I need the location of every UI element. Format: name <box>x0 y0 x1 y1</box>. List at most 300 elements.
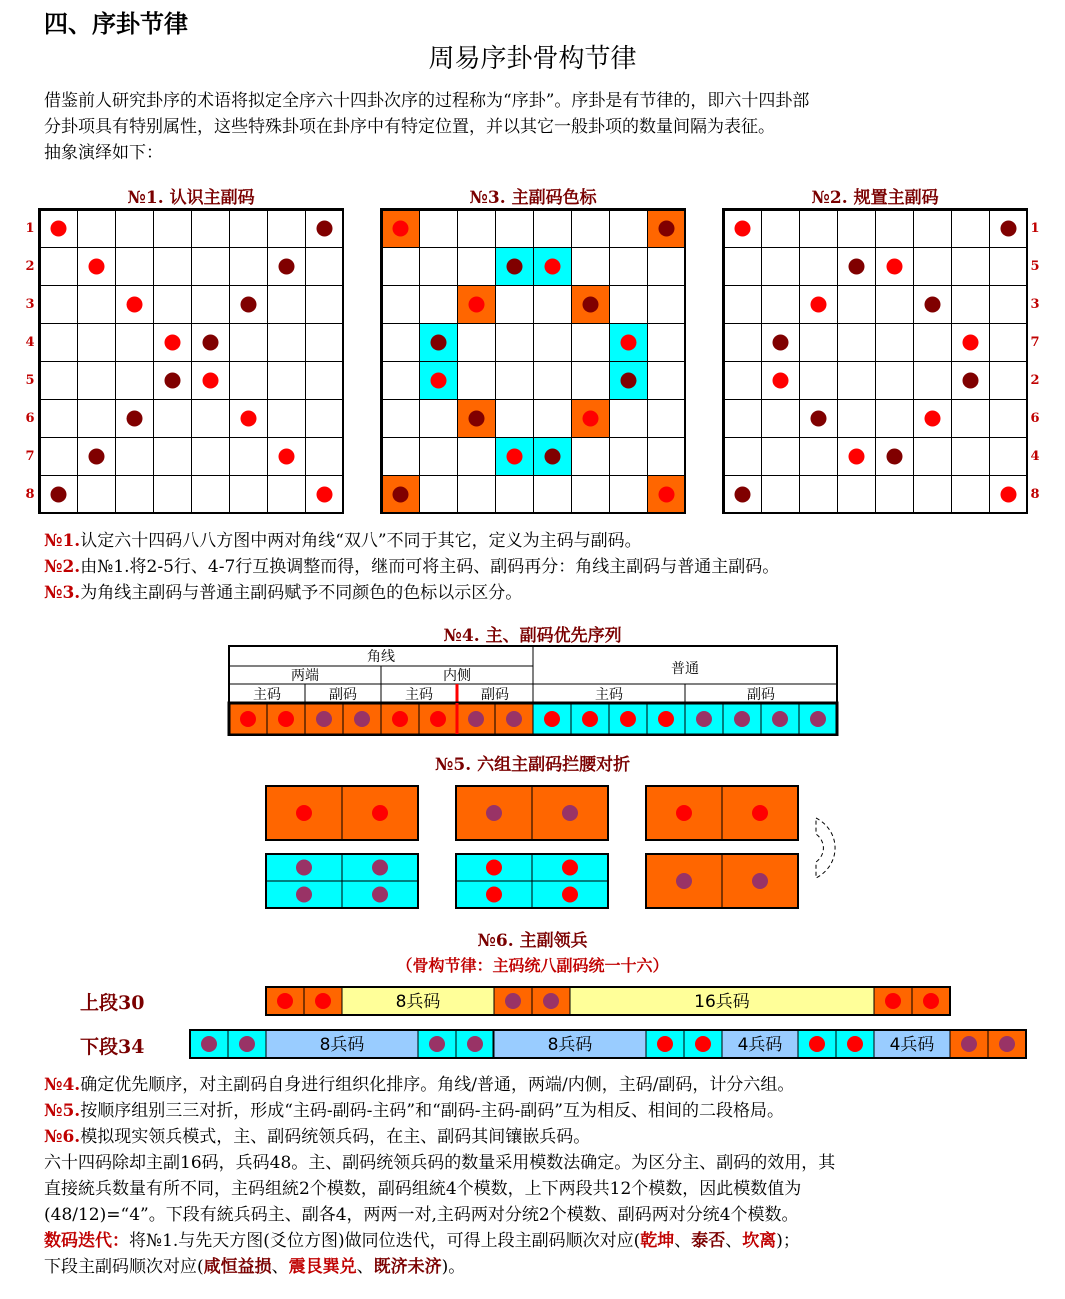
grid-cell <box>800 324 838 362</box>
code-dot <box>885 993 901 1009</box>
primary-code-dot <box>203 373 219 389</box>
row-label: 3 <box>1030 296 1040 312</box>
secondary-code-dot <box>317 221 333 237</box>
grid-cell <box>610 476 648 514</box>
grid-cell <box>876 362 914 400</box>
grid-cell <box>192 248 230 286</box>
grid-cell <box>116 210 154 248</box>
fold-dot <box>486 805 502 821</box>
secondary-code-dot <box>925 297 941 313</box>
fold-dot <box>372 860 388 876</box>
grid-cell <box>724 362 762 400</box>
grid-cell <box>230 210 268 248</box>
grid-cell <box>648 324 686 362</box>
grid-cell <box>990 362 1028 400</box>
grid-cell <box>838 400 876 438</box>
note-line: №3.为角线主副码与普通主副码赋予不同颜色的色标以示区分。 <box>44 583 523 603</box>
grid-cell <box>116 324 154 362</box>
grid-cell <box>838 286 876 324</box>
fold5-title: №5. 六组主副码拦腰对折 <box>434 755 631 775</box>
code-dot <box>467 1036 483 1052</box>
grid-cell <box>154 438 192 476</box>
row-label: 5 <box>25 372 35 388</box>
note-line: (48/12)=“4”。下段有統兵码主、副各4，两两一对,主码两对分统2个模数、副码两对分统4个模数。 <box>44 1205 799 1225</box>
grid-cell <box>78 324 116 362</box>
grid-cell <box>990 286 1028 324</box>
sequence-dot <box>316 711 332 727</box>
primary-code-dot <box>659 487 675 503</box>
secondary-code-dot <box>469 411 485 427</box>
header-primary: 主码 <box>405 687 433 703</box>
primary-code-dot <box>887 259 903 275</box>
code-dot <box>847 1036 863 1052</box>
soldier-count: 4兵码 <box>737 1035 783 1055</box>
grid-cell <box>838 362 876 400</box>
grid-cell <box>534 400 572 438</box>
grid-cell <box>306 324 344 362</box>
secondary-code-dot <box>1001 221 1017 237</box>
grid-cell <box>496 362 534 400</box>
grid-cell <box>382 286 420 324</box>
grid-cell <box>762 248 800 286</box>
intro-paragraph <box>44 88 1034 166</box>
code-dot <box>543 993 559 1009</box>
section-heading: 四、序卦节律 <box>44 9 188 38</box>
grid-cell <box>458 362 496 400</box>
code-dot <box>961 1036 977 1052</box>
secondary-code-dot <box>887 449 903 465</box>
grid-cell <box>382 438 420 476</box>
grid-cell <box>648 362 686 400</box>
grid-cell <box>420 476 458 514</box>
row-label: 1 <box>25 220 35 236</box>
grid-cell <box>192 438 230 476</box>
grid-cell <box>458 324 496 362</box>
grid-cell <box>610 438 648 476</box>
row-label: 8 <box>25 486 35 502</box>
bars6-title: №6. 主副领兵 <box>477 931 588 951</box>
sequence-dot <box>240 711 256 727</box>
grid-cell <box>648 248 686 286</box>
grid-cell <box>762 476 800 514</box>
grid-cell <box>268 362 306 400</box>
secondary-code-dot <box>241 297 257 313</box>
notes-a <box>44 528 1034 606</box>
secondary-code-dot <box>773 335 789 351</box>
grid3-title: №3. 主副码色标 <box>469 188 597 208</box>
grid-cell <box>876 476 914 514</box>
grid-cell <box>990 438 1028 476</box>
secondary-code-dot <box>507 259 523 275</box>
grid-cell <box>990 400 1028 438</box>
code-dot <box>429 1036 445 1052</box>
header-ends: 两端 <box>291 668 319 684</box>
grid-cell <box>306 248 344 286</box>
primary-code-dot <box>51 221 67 237</box>
sequence-dot <box>734 711 750 727</box>
grid-arrange-codes <box>722 208 1028 514</box>
primary-code-dot <box>393 221 409 237</box>
grid-cell <box>268 324 306 362</box>
row-label: 5 <box>1030 258 1040 274</box>
grid-cell <box>648 286 686 324</box>
primary-code-dot <box>165 335 181 351</box>
grid-cell <box>952 286 990 324</box>
grid-cell <box>40 324 78 362</box>
intro-line: 抽象演绎如下： <box>44 143 163 163</box>
fold-dot <box>296 860 312 876</box>
grid-cell <box>420 400 458 438</box>
secondary-code-dot <box>545 449 561 465</box>
fold-dot <box>752 873 768 889</box>
fold-dot <box>372 887 388 903</box>
grid-cell <box>610 248 648 286</box>
grid-cell <box>116 476 154 514</box>
sequence-dot <box>468 711 484 727</box>
sequence-dot <box>544 711 560 727</box>
row-label: 7 <box>25 448 35 464</box>
upper-segment-label: 上段30 <box>80 992 145 1014</box>
grid-cell <box>724 286 762 324</box>
fold-dot <box>296 805 312 821</box>
grid-cell <box>382 362 420 400</box>
iteration-line: 数码迭代：将№1.与先天方图(爻位方图)做同位迭代，可得上段主副码顺次对应(乾坤、泰否、坎离)； <box>44 1231 800 1251</box>
grid-cell <box>154 248 192 286</box>
grid-cell <box>230 476 268 514</box>
grid-cell <box>78 400 116 438</box>
grid-cell <box>648 400 686 438</box>
grid-cell <box>192 286 230 324</box>
intro-line: 分卦项具有特别属性，这些特殊卦项在卦序中有特定位置，并以其它一般卦项的数量间隔为表征。 <box>44 117 775 137</box>
grid-cell <box>800 476 838 514</box>
grid-cell <box>192 210 230 248</box>
fold-dot <box>676 873 692 889</box>
note-line: №2.由№1.将2-5行、4-7行互换调整而得，继而可将主码、副码再分：角线主副码与普通主副码。 <box>44 557 780 577</box>
grid-cell <box>838 324 876 362</box>
grid-cell <box>724 400 762 438</box>
grid-cell <box>268 210 306 248</box>
row-label: 7 <box>1030 334 1040 350</box>
header-inner: 内侧 <box>443 668 471 684</box>
fold-dot <box>676 805 692 821</box>
soldier-count: 16兵码 <box>694 992 750 1012</box>
code-dot <box>505 993 521 1009</box>
secondary-code-dot <box>659 221 675 237</box>
primary-code-dot <box>545 259 561 275</box>
primary-code-dot <box>925 411 941 427</box>
primary-code-dot <box>773 373 789 389</box>
grid-cell <box>762 400 800 438</box>
grid-cell <box>572 324 610 362</box>
soldier-count: 4兵码 <box>889 1035 935 1055</box>
header-secondary: 副码 <box>481 687 509 703</box>
grid-cell <box>496 210 534 248</box>
fold-dot <box>296 887 312 903</box>
primary-code-dot <box>431 373 447 389</box>
code-dot <box>809 1036 825 1052</box>
code-dot <box>315 993 331 1009</box>
primary-code-dot <box>279 449 295 465</box>
grid-cell <box>610 286 648 324</box>
grid-cell <box>914 210 952 248</box>
primary-code-dot <box>241 411 257 427</box>
grid-cell <box>572 210 610 248</box>
grid-cell <box>420 286 458 324</box>
notes-b <box>44 1072 1034 1280</box>
sequence-dot <box>278 711 294 727</box>
code-dot <box>201 1036 217 1052</box>
lower-segment-label: 下段34 <box>80 1036 145 1058</box>
fold-groups <box>260 780 860 916</box>
grid-cell <box>458 476 496 514</box>
grid-cell <box>838 210 876 248</box>
code-dot <box>923 993 939 1009</box>
code-dot <box>239 1036 255 1052</box>
grid-cell <box>306 400 344 438</box>
row-label: 4 <box>1030 448 1040 464</box>
primary-code-dot <box>849 449 865 465</box>
iteration-line: 下段主副码顺次对应(咸恒益损、震艮巽兑、既济未济)。 <box>44 1257 466 1277</box>
grid-cell <box>724 248 762 286</box>
header-diagonal: 角线 <box>367 649 395 665</box>
secondary-code-dot <box>583 297 599 313</box>
grid-cell <box>268 476 306 514</box>
grid-cell <box>40 438 78 476</box>
grid-cell <box>990 248 1028 286</box>
sequence-dot <box>430 711 446 727</box>
grid-cell <box>192 400 230 438</box>
grid-color-codes <box>380 208 686 514</box>
primary-code-dot <box>127 297 143 313</box>
grid-cell <box>952 248 990 286</box>
grid-cell <box>800 362 838 400</box>
note-line: №5.按顺序组别三三对折，形成“主码-副码-主码”和“副码-主码-副码”互为相反、相间的二段格局。 <box>44 1101 784 1121</box>
grid-cell <box>876 400 914 438</box>
grid-cell <box>496 286 534 324</box>
grid-cell <box>230 248 268 286</box>
secondary-code-dot <box>393 487 409 503</box>
grid-cell <box>572 438 610 476</box>
grid-cell <box>382 248 420 286</box>
grid-cell <box>648 438 686 476</box>
note-line: 直接統兵数量有所不同，主码组統2个模数，副码组統4个模数，上下两段共12个模数，因此模数值为 <box>44 1179 802 1199</box>
grid-cell <box>458 248 496 286</box>
secondary-code-dot <box>203 335 219 351</box>
grid-cell <box>116 438 154 476</box>
sequence-dot <box>354 711 370 727</box>
grid-cell <box>952 400 990 438</box>
fold-dot <box>562 805 578 821</box>
grid-cell <box>420 248 458 286</box>
note-line: №1.认定六十四码八八方图中两对角线“双八”不同于其它，定义为主码与副码。 <box>44 531 642 551</box>
grid1-title: №1. 认识主副码 <box>127 188 255 208</box>
note-line: №6.模拟现实领兵模式，主、副码统领兵码，在主、副码其间镶嵌兵码。 <box>44 1127 591 1147</box>
grid-cell <box>382 400 420 438</box>
code-dot <box>657 1036 673 1052</box>
fold-dot <box>562 860 578 876</box>
grid-cell <box>496 324 534 362</box>
grid-cell <box>838 476 876 514</box>
header-secondary: 副码 <box>329 687 357 703</box>
primary-code-dot <box>621 335 637 351</box>
grid-cell <box>306 286 344 324</box>
sequence-dot <box>696 711 712 727</box>
primary-code-dot <box>317 487 333 503</box>
grid-cell <box>914 476 952 514</box>
grid-cell <box>762 438 800 476</box>
grid-cell <box>306 362 344 400</box>
intro-line: 借鉴前人研究卦序的术语将拟定全序六十四卦次序的过程称为“序卦”。序卦是有节律的，即六十四卦部 <box>44 91 810 111</box>
sequence-dot <box>772 711 788 727</box>
primary-code-dot <box>963 335 979 351</box>
grid-cell <box>572 362 610 400</box>
grid-cell <box>876 324 914 362</box>
grid-cell <box>40 400 78 438</box>
secondary-code-dot <box>165 373 181 389</box>
grid-cell <box>78 210 116 248</box>
primary-code-dot <box>469 297 485 313</box>
grid-cell <box>116 362 154 400</box>
grid-cell <box>800 248 838 286</box>
priority-sequence-table <box>226 644 840 736</box>
grid-cell <box>534 210 572 248</box>
grid-cell <box>762 210 800 248</box>
grid-cell <box>534 286 572 324</box>
secondary-code-dot <box>849 259 865 275</box>
grid-cell <box>78 476 116 514</box>
bars6-subtitle: （骨构节律：主码统八副码统一十六） <box>396 956 669 975</box>
sequence-dot <box>620 711 636 727</box>
grid-cell <box>876 286 914 324</box>
grid-cell <box>116 248 154 286</box>
grid-cell <box>268 400 306 438</box>
row-label: 2 <box>25 258 35 274</box>
grid-cell <box>876 210 914 248</box>
grid-cell <box>914 438 952 476</box>
grid-cell <box>40 362 78 400</box>
grid-cell <box>496 400 534 438</box>
code-dot <box>277 993 293 1009</box>
grid-cell <box>154 210 192 248</box>
fold-dot <box>562 887 578 903</box>
primary-code-dot <box>507 449 523 465</box>
grid-cell <box>800 210 838 248</box>
header-primary: 主码 <box>253 687 281 703</box>
grid-cell <box>572 476 610 514</box>
grid-cell <box>78 286 116 324</box>
soldier-count: 8兵码 <box>395 992 441 1012</box>
note-line: 六十四码除却主副16码，兵码48。主、副码统领兵码的数量采用模数法确定。为区分主、副码的效用，其 <box>44 1153 836 1173</box>
sequence-dot <box>658 711 674 727</box>
grid-cell <box>762 286 800 324</box>
grid-cell <box>914 324 952 362</box>
code-dot <box>999 1036 1015 1052</box>
grid-cell <box>610 400 648 438</box>
row-label: 3 <box>25 296 35 312</box>
soldier-bars <box>188 984 1030 1060</box>
sequence-dot <box>582 711 598 727</box>
sequence-dot <box>506 711 522 727</box>
note-line: №4.确定优先顺序，对主副码自身进行组织化排序。角线/普通，两端/内侧，主码/副码，计分六组。 <box>44 1075 795 1095</box>
secondary-code-dot <box>431 335 447 351</box>
grid-cell <box>154 400 192 438</box>
page-title: 周易序卦骨构节律 <box>428 44 637 74</box>
grid-cell <box>952 210 990 248</box>
secondary-code-dot <box>811 411 827 427</box>
header-normal: 普通 <box>671 661 699 677</box>
grid-cell <box>154 286 192 324</box>
grid-cell <box>534 476 572 514</box>
grid-cell <box>420 210 458 248</box>
grid-cell <box>610 210 648 248</box>
grid-cell <box>458 438 496 476</box>
grid-cell <box>192 476 230 514</box>
sequence-dot <box>810 711 826 727</box>
grid-cell <box>952 476 990 514</box>
grid-cell <box>724 324 762 362</box>
grid-cell <box>572 248 610 286</box>
grid-recognize-codes <box>38 208 344 514</box>
grid-cell <box>230 324 268 362</box>
secondary-code-dot <box>127 411 143 427</box>
fold-dot <box>486 887 502 903</box>
row-label: 1 <box>1030 220 1040 236</box>
table4-title: №4. 主、副码优先序列 <box>443 626 622 646</box>
grid-cell <box>268 286 306 324</box>
grid2-title: №2. 规置主副码 <box>811 188 939 208</box>
primary-code-dot <box>583 411 599 427</box>
code-dot <box>695 1036 711 1052</box>
row-label: 8 <box>1030 486 1040 502</box>
grid-cell <box>40 248 78 286</box>
grid-cell <box>800 438 838 476</box>
fold-arrow-icon <box>816 818 835 878</box>
row-label: 2 <box>1030 372 1040 388</box>
soldier-count: 8兵码 <box>547 1035 593 1055</box>
grid-cell <box>952 438 990 476</box>
secondary-code-dot <box>279 259 295 275</box>
grid-cell <box>914 248 952 286</box>
secondary-code-dot <box>963 373 979 389</box>
header-secondary: 副码 <box>747 687 775 703</box>
grid-cell <box>496 476 534 514</box>
grid-cell <box>306 438 344 476</box>
primary-code-dot <box>811 297 827 313</box>
header-primary: 主码 <box>595 687 623 703</box>
row-label: 6 <box>1030 410 1040 426</box>
primary-code-dot <box>89 259 105 275</box>
grid-cell <box>230 438 268 476</box>
grid-cell <box>534 362 572 400</box>
grid-cell <box>458 210 496 248</box>
fold-dot <box>372 805 388 821</box>
grid-cell <box>914 362 952 400</box>
grid-cell <box>990 324 1028 362</box>
secondary-code-dot <box>621 373 637 389</box>
grid-cell <box>40 286 78 324</box>
primary-code-dot <box>1001 487 1017 503</box>
sequence-dot <box>392 711 408 727</box>
secondary-code-dot <box>735 487 751 503</box>
grid-cell <box>382 324 420 362</box>
row-label: 4 <box>25 334 35 350</box>
grid-cell <box>78 362 116 400</box>
grid-cell <box>420 438 458 476</box>
grid-cell <box>724 438 762 476</box>
fold-dot <box>752 805 768 821</box>
grid-cell <box>154 476 192 514</box>
fold-dot <box>486 860 502 876</box>
